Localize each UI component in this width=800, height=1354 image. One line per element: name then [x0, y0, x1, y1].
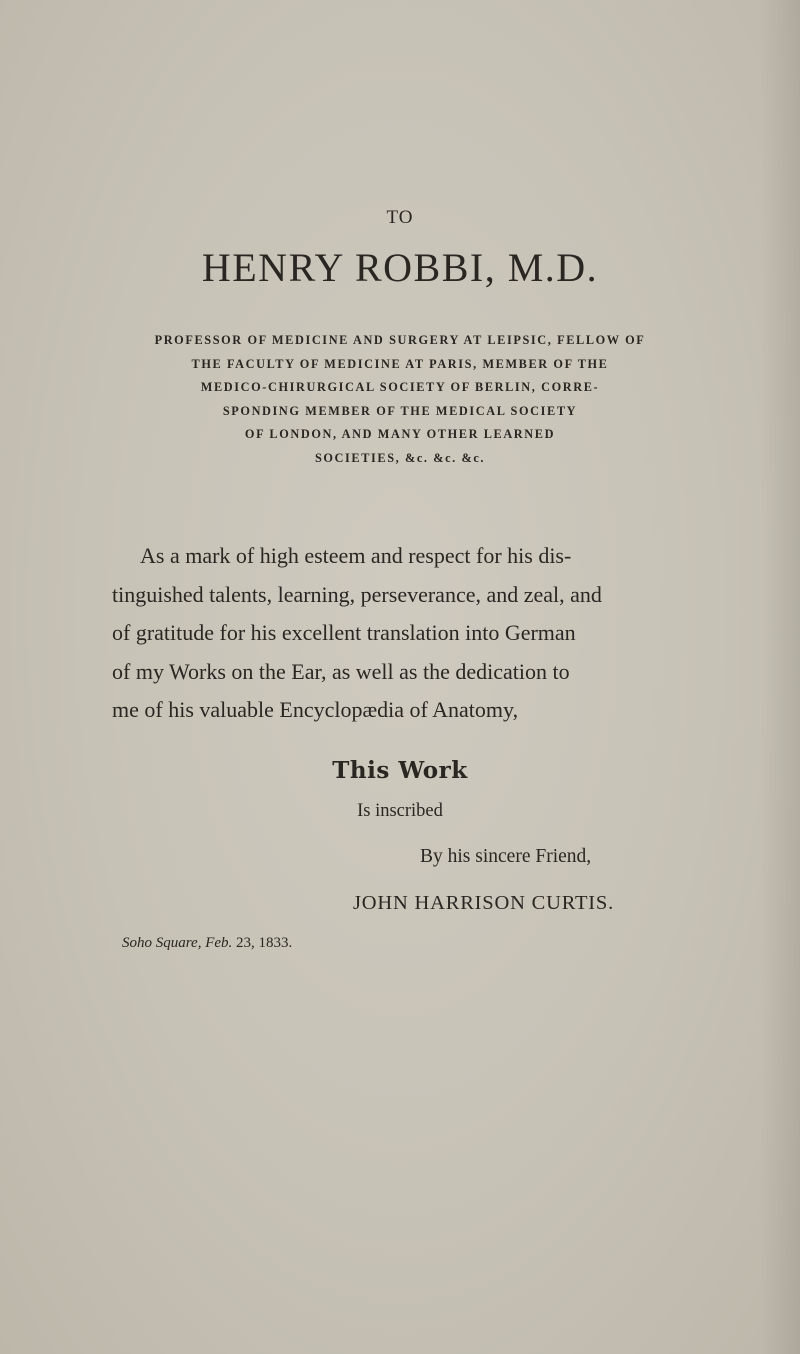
- credentials-line: MEDICO-CHIRURGICAL SOCIETY OF BERLIN, CORRE-: [200, 380, 600, 395]
- inscribed-line: Is inscribed: [357, 801, 443, 821]
- closing-line: By his sincere Friend,: [420, 846, 592, 867]
- dedication-line: me of his valuable Encyclopædia of Anatomy,: [112, 697, 519, 722]
- credentials-line: OF LONDON, AND MANY OTHER LEARNED: [244, 427, 556, 442]
- dedicatee-name: HENRY ROBBI, M.D.: [201, 245, 599, 290]
- credentials-line: SOCIETIES, &c. &c. &c.: [314, 450, 486, 465]
- this-work-heading: This Work: [332, 757, 468, 784]
- place: Soho Square, Feb.: [122, 935, 233, 951]
- dedication-to: TO: [386, 207, 414, 228]
- author-signature: JOHN HARRISON CURTIS.: [353, 892, 615, 914]
- place-date-line: [122, 935, 292, 952]
- dedication-line: As a mark of high esteem and respect for his dis-: [140, 543, 572, 568]
- credentials-line: THE FACULTY OF MEDICINE AT PARIS, MEMBER OF THE: [191, 356, 609, 371]
- page-edge-shadow: [760, 0, 800, 1354]
- dedication-line: of gratitude for his excellent translation into German: [112, 620, 576, 645]
- dedication-paragraph: [112, 537, 670, 730]
- dedication-line: tinguished talents, learning, perseverance, and zeal, and: [112, 581, 602, 607]
- dedicatee-credentials: [130, 329, 670, 471]
- credentials-line: SPONDING MEMBER OF THE MEDICAL SOCIETY: [222, 403, 578, 418]
- credentials-line: PROFESSOR OF MEDICINE AND SURGERY AT LEIPSIC, FELLOW OF: [154, 333, 646, 347]
- dedication-line: of my Works on the Ear, as well as the dedication to: [112, 658, 570, 684]
- date: 23, 1833.: [236, 935, 293, 951]
